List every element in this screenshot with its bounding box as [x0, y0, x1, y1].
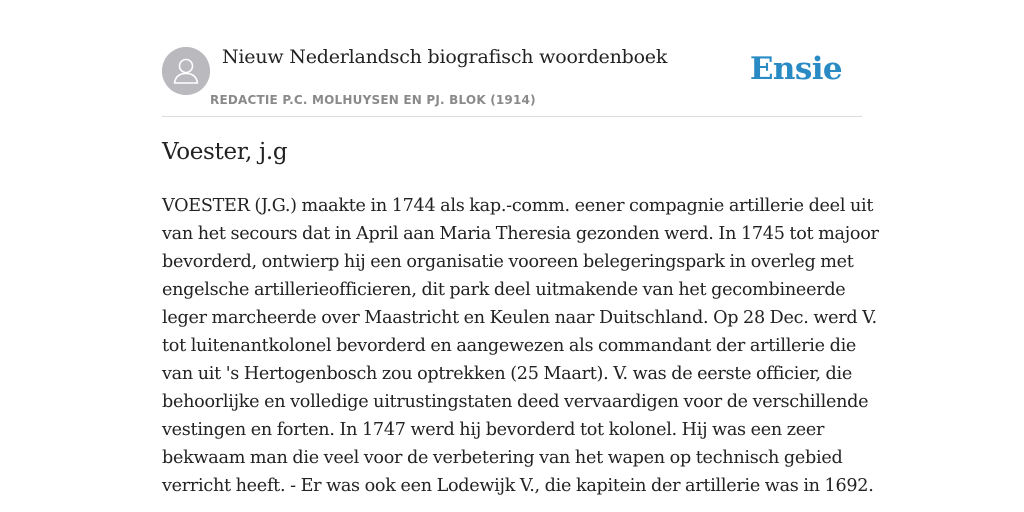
entry-body-line: engelsche artillerieofficieren, dit park deel uitmakende van het gecombineerde	[162, 280, 846, 300]
entry-body-line: tot luitenantkolonel bevorderd en aangewezen als commandant der artillerie die	[162, 336, 857, 356]
source-title[interactable]: Nieuw Nederlandsch biografisch woordenboek	[222, 46, 668, 68]
source-editors: REDACTIE P.C. MOLHUYSEN EN PJ. BLOK (1914)	[210, 93, 536, 107]
entry-body-line: bekwaam man die veel voor de verbetering van het wapen op technisch gebied	[162, 448, 843, 468]
entry-body	[162, 192, 882, 500]
entry-body-line: bevorderd, ontwierp hij een organisatie vooreen belegeringspark in overleg met	[162, 252, 854, 272]
source-header	[162, 40, 862, 117]
entry-body-line: van uit 's Hertogenbosch zou optrekken (25 Maart). V. was de eerste officier, die	[162, 364, 852, 384]
entry-body-line: behoorlijke en volledige uitrustingstaten deed vervaardigen voor de verschillende	[162, 392, 869, 412]
entry-body-line: van het secours dat in April aan Maria Theresia gezonden werd. In 1745 tot majoor	[162, 224, 879, 244]
ensie-logo[interactable]: Ensie	[749, 51, 842, 87]
entry-body-line: VOESTER (J.G.) maakte in 1744 als kap.-comm. eener compagnie artillerie deel uit	[162, 196, 874, 216]
entry-body-line: verricht heeft. - Er was ook een Lodewijk V., die kapitein der artillerie was in 1692.	[162, 476, 874, 496]
entry-body-line: vestingen en forten. In 1747 werd hij bevorderd tot kolonel. Hij was een zeer	[162, 420, 825, 440]
entry-title: Voester, j.g	[162, 139, 288, 165]
user-silhouette-icon	[162, 47, 210, 95]
entry-body-line: leger marcheerde over Maastricht en Keulen naar Duitschland. Op 28 Dec. werd V.	[162, 308, 877, 328]
